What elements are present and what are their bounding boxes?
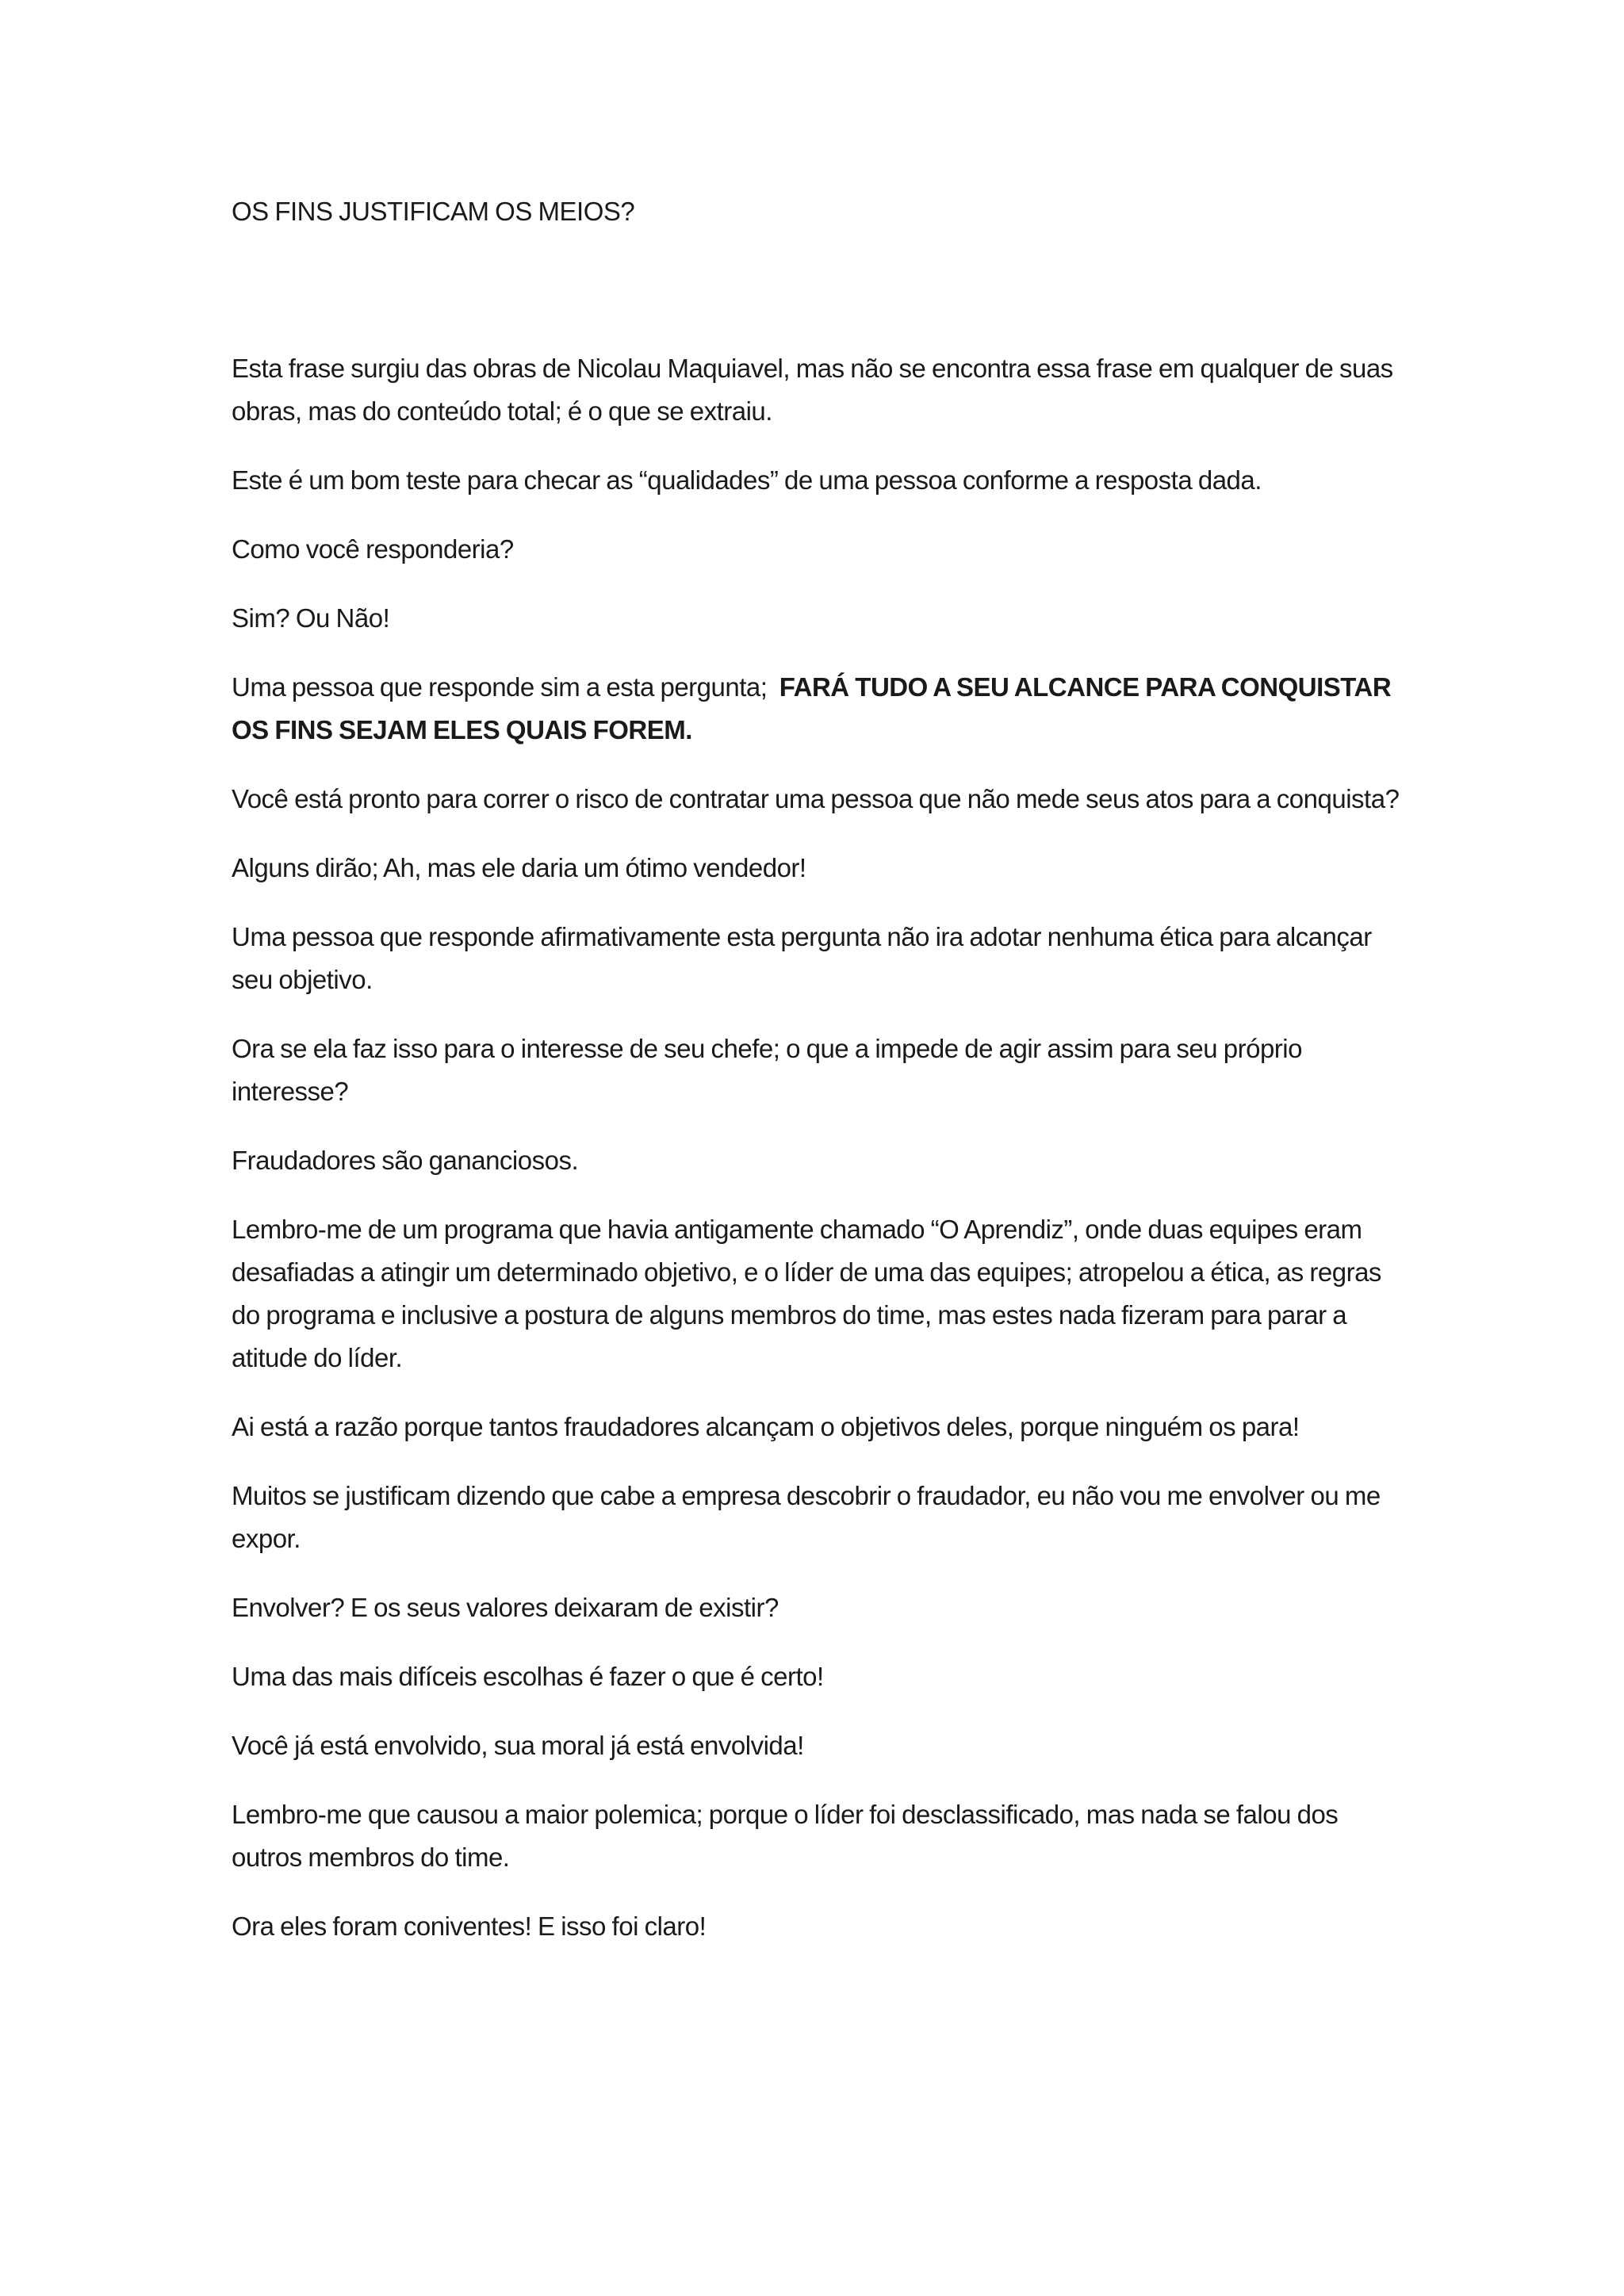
paragraph-18: Ora eles foram coniventes! E isso foi claro! <box>232 1911 707 1941</box>
paragraph-5-text: Uma pessoa que responde sim a esta pergunta; <box>232 672 768 702</box>
paragraph-5 <box>232 666 1401 752</box>
paragraph-16: Você já está envolvido, sua moral já está envolvida! <box>232 1731 804 1760</box>
paragraph-4: Sim? Ou Não! <box>232 603 390 633</box>
paragraph-11: Lembro-me de um programa que havia antigamente chamado “O Aprendiz”, onde duas equipes eram desafiadas a atingir um determinado objetivo, e o líder de uma das equipes; atropelou a ética, as regras do programa e inclusive a postura de alguns membros do time, mas estes nada fizeram para parar a atitude do líder. <box>232 1215 1381 1372</box>
paragraph-2: Este é um bom teste para checar as “qualidades” de uma pessoa conforme a resposta dada. <box>232 465 1262 495</box>
paragraph-1: Esta frase surgiu das obras de Nicolau Maquiavel, mas não se encontra essa frase em qualquer de suas obras, mas do conteúdo total; é o que se extraiu. <box>232 354 1393 426</box>
document-title: OS FINS JUSTIFICAM OS MEIOS? <box>232 197 635 226</box>
document-body <box>232 190 1401 1974</box>
paragraph-6: Você está pronto para correr o risco de contratar uma pessoa que não mede seus atos para a conquista? <box>232 784 1400 813</box>
paragraph-15: Uma das mais difíceis escolhas é fazer o que é certo! <box>232 1662 824 1691</box>
paragraph-9: Ora se ela faz isso para o interesse de seu chefe; o que a impede de agir assim para seu próprio interesse? <box>232 1034 1302 1106</box>
paragraph-3: Como você responderia? <box>232 534 514 564</box>
paragraph-8: Uma pessoa que responde afirmativamente esta pergunta não ira adotar nenhuma ética para alcançar seu objetivo. <box>232 922 1372 994</box>
paragraph-10: Fraudadores são gananciosos. <box>232 1146 579 1175</box>
paragraph-5-emphasis: FARÁ TUDO A SEU ALCANCE PARA CONQUISTAR OS FINS SEJAM ELES QUAIS FOREM. <box>232 672 1392 744</box>
paragraph-13: Muitos se justificam dizendo que cabe a empresa descobrir o fraudador, eu não vou me envolver ou me expor. <box>232 1481 1381 1553</box>
paragraph-12: Ai está a razão porque tantos fraudadores alcançam o objetivos deles, porque ninguém os para! <box>232 1412 1300 1441</box>
paragraph-17: Lembro-me que causou a maior polemica; porque o líder foi desclassificado, mas nada se falou dos outros membros do time. <box>232 1800 1339 1872</box>
paragraph-7: Alguns dirão; Ah, mas ele daria um ótimo vendedor! <box>232 853 806 882</box>
paragraph-14: Envolver? E os seus valores deixaram de existir? <box>232 1593 779 1622</box>
